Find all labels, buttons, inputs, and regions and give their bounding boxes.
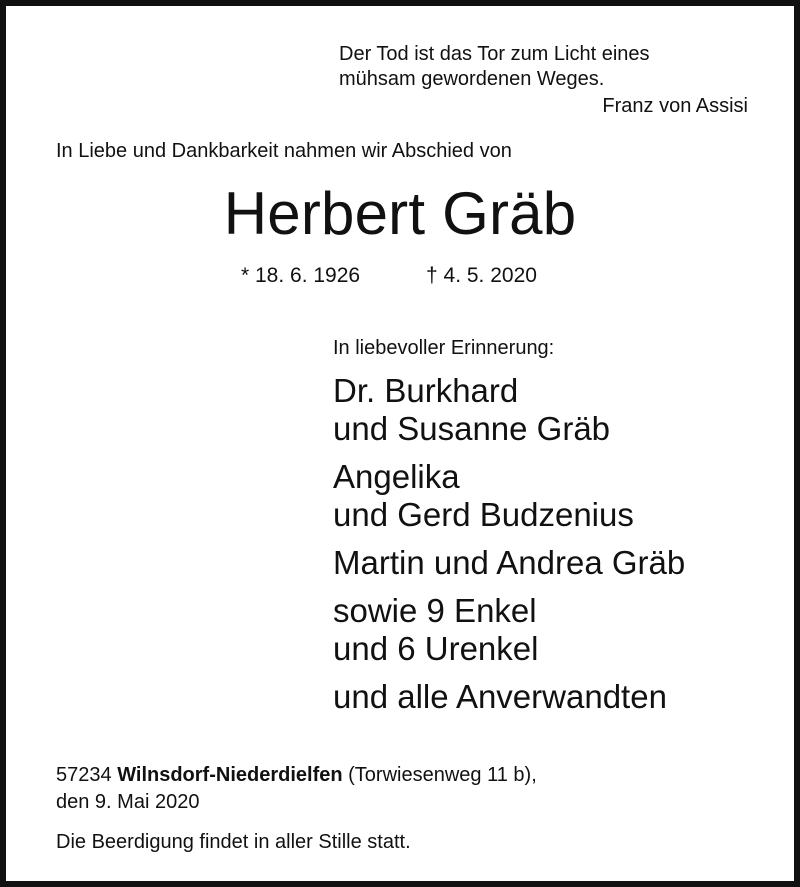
postal-code: 57234 [56,764,112,786]
street-address: (Torwiesenweg 11 b), [348,764,537,786]
intro-text: In Liebe und Dankbarkeit nahmen wir Abschied von [56,140,512,162]
mourner-line: Martin und Andrea Gräb [333,544,686,581]
quote-line-2: mühsam gewordenen Weges. [339,68,605,90]
mourner-line: sowie 9 Enkel [333,592,537,629]
memory-label: In liebevoller Erinnerung: [333,337,555,359]
quote-line-1: Der Tod ist das Tor zum Licht eines [339,43,650,65]
mourner-line: und 6 Urenkel [333,630,539,667]
deceased-name: Herbert Gräb [223,180,577,247]
mourner-line: und alle Anverwandten [333,678,667,715]
burial-note: Die Beerdigung findet in aller Stille statt. [56,831,411,853]
death-date: † 4. 5. 2020 [426,264,537,287]
address-line [56,763,537,787]
mourner-line: und Gerd Budzenius [333,496,634,533]
mourner-line: Dr. Burkhard [333,372,519,409]
place-name: Wilnsdorf-Niederdielfen [117,764,343,786]
birth-date: * 18. 6. 1926 [241,264,361,287]
mourner-line: und Susanne Gräb [333,410,611,447]
date-line: den 9. Mai 2020 [56,791,200,813]
mourner-line: Angelika [333,458,460,495]
quote-author: Franz von Assisi [602,95,748,117]
